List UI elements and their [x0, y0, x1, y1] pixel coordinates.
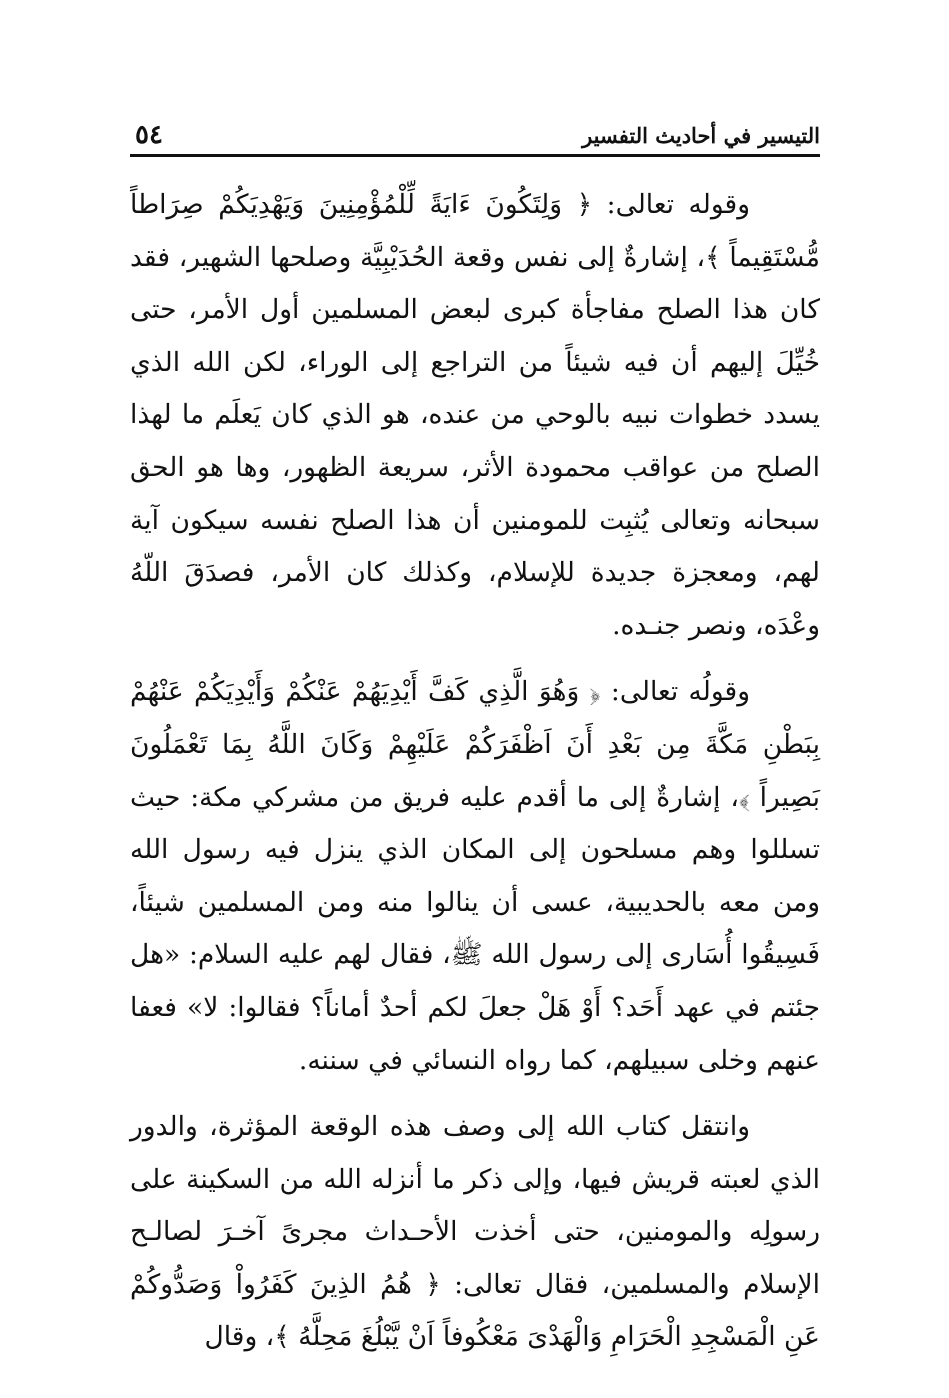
page-body — [130, 179, 820, 1364]
paragraph: وقولُه تعالى: ﴿ وَهُوَ الَّذِي كَفَّ أَيْدِيَهُمْ عَنْكُمْ وَأَيْدِيَكُمْ عَنْهُمْ بِبَطْنِ مَكَّةَ مِن بَعْدِ أَنَ اَظْفَرَكُمْ عَلَيْهِمْ وَكَانَ اللَّهُ بِمَا تَعْمَلُونَ بَصِيراً ﴾، إشارةٌ إلى ما أقدم عليه فريق من مشركي مكة: حيث تسللوا وهم مسلحون إلى المكان الذي ينزل فيه رسول الله ومن معه بالحديبية، عسى أن ينالوا منه ومن المسلمين شيئاً، فَسِيقُوا أُسَارى إلى رسول الله ﷺ، فقال لهم عليه السلام: «هل جئتم في عهد أَحَد؟ أَوْ هَلْ جعلَ لكم أحدٌ أماناً؟ فقالوا: لا» فعفا عنهم وخلى سبيلهم، كما رواه النسائي في سننه. — [130, 676, 820, 1076]
book-page — [130, 110, 820, 1370]
paragraph: وقوله تعالى: ﴿ وَلِتَكُونَ ءَايَةً لِّلْمُؤْمِنِينَ وَيَهْدِيَكُمْ صِرَاطاً مُّسْتَقِيماً ﴾، إشارةٌ إلى نفس وقعة الحُدَيْبِيَّة وصلحها الشهير، فقد كان هذا الصلح مفاجأة كبرى لبعض المسلمين أول الأمر، حتى خُيِّلَ إليهم أن فيه شيئاً من التراجع إلى الوراء، لكن الله الذي يسدد خطوات نبيه بالوحي من عنده، هو الذي كان يَعلَم ما لهذا الصلح من عواقب محمودة الأثر، سريعة الظهور، وها هو الحق سبحانه وتعالى يُثبِت للمومنين أن هذا الصلح نفسه سيكون آية لهم، ومعجزة جديدة للإسلام، وكذلك كان الأمر، فصدَقَ اللّهُ وعْدَه، ونصر جنـده. — [130, 189, 820, 641]
paragraph: وانتقل كتاب الله إلى وصف هذه الوقعة المؤثرة، والدور الذي لعبته قريش فيها، وإلى ذكر ما أنزله الله من السكينة على رسولِه والمومنين، حتى أخذت الأحـداث مجرىً آخـرَ لصالـح الإسلام والمسلمين، فقال تعالى: ﴿ هُمُ الذِينَ كَفَرُواْ وَصَدُّوكُمْ عَنِ الْمَسْجِدِ الْحَرَامِ وَالْهَدْىَ مَعْكُوفاً اَنْ يَّبْلُغَ مَحِلَّهُ ﴾، وقال — [130, 1111, 820, 1353]
running-header — [130, 110, 820, 157]
book-title: التيسير في أحاديث التفسير — [582, 123, 820, 148]
page-number: ٥٤ — [135, 120, 163, 150]
